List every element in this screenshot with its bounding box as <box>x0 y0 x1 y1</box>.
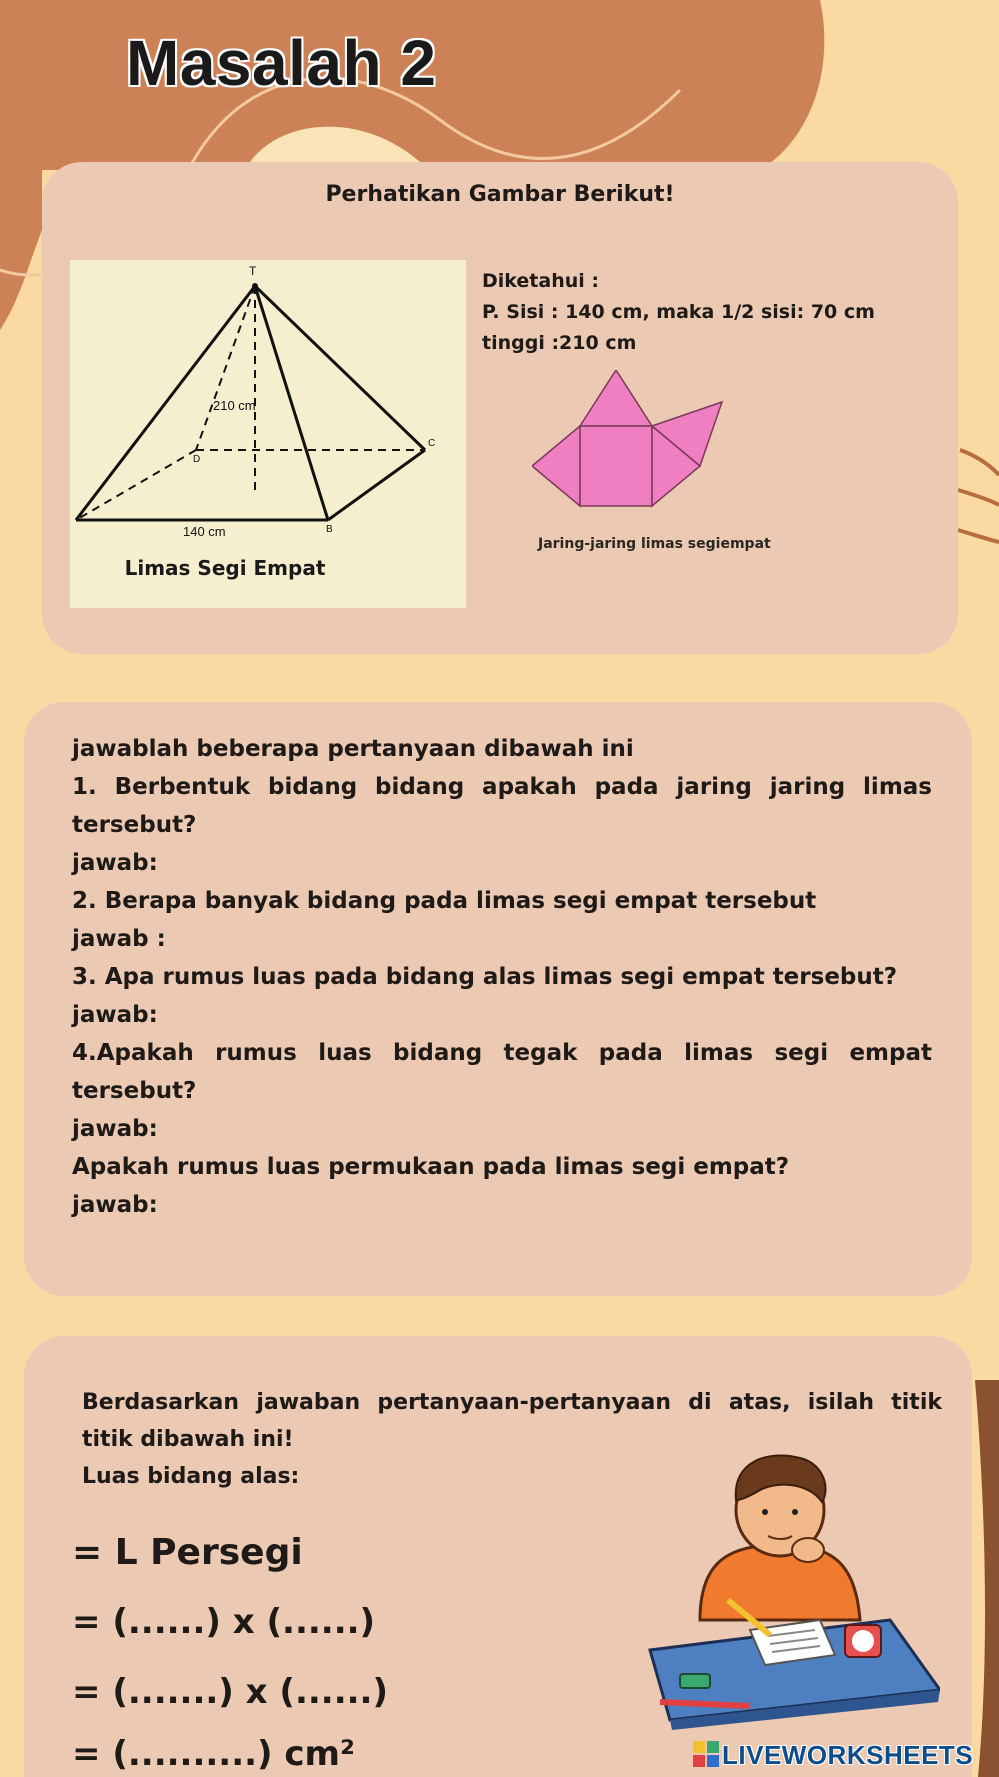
answer-1-label[interactable]: jawab: <box>72 850 158 876</box>
given-side: P. Sisi : 140 cm, maka 1/2 sisi: 70 cm <box>482 301 875 323</box>
figure-heading: Perhatikan Gambar Berikut! <box>325 182 675 207</box>
equation-3-blank[interactable]: = (.......) x (......) <box>72 1672 388 1712</box>
equation-1: = L Persegi <box>72 1532 303 1573</box>
question-4: 4.Apakah rumus luas bidang tegak pada limas segi empat tersebut? <box>72 1040 932 1104</box>
question-list <box>72 730 932 1224</box>
pyramid-caption: Limas Segi Empat <box>124 556 326 580</box>
net-triangle-left <box>532 426 580 506</box>
liveworksheets-watermark: LIVEWORKSHEETS <box>722 1740 974 1770</box>
pyramid-figure <box>70 260 466 608</box>
answer-2-label[interactable]: jawab : <box>72 926 166 952</box>
answer-4-label[interactable]: jawab: <box>72 1116 158 1142</box>
fill-intro: Berdasarkan jawaban pertanyaan-pertanyaan di atas, isilah titik titik dibawah ini! <box>82 1390 942 1452</box>
net-triangle-top <box>580 370 652 426</box>
net-caption: Jaring-jaring limas segiempat <box>538 536 771 552</box>
student-illustration <box>640 1450 940 1730</box>
vertex-d-label: D <box>193 454 201 465</box>
height-label: 210 cm <box>213 398 256 413</box>
given-height: tinggi :210 cm <box>482 332 637 354</box>
equation-2-blank[interactable]: = (......) x (......) <box>72 1602 376 1642</box>
net-square-base <box>580 426 652 506</box>
answer-5-label[interactable]: jawab: <box>72 1192 158 1218</box>
page-title: Masalah 2 <box>126 27 437 99</box>
questions-intro: jawablah beberapa pertanyaan dibawah ini <box>72 736 634 762</box>
given-info <box>482 266 875 359</box>
liveworksheets-logo-icon <box>693 1741 719 1767</box>
questions-card <box>24 702 972 1296</box>
figure-card <box>42 162 958 654</box>
question-1: 1. Berbentuk bidang bidang apakah pada jaring jaring limas tersebut? <box>72 774 932 838</box>
question-3: 3. Apa rumus luas pada bidang alas limas segi empat tersebut? <box>72 964 898 990</box>
equation-4-blank[interactable]: = (..........) cm² <box>72 1734 355 1774</box>
pyramid-net <box>532 370 762 530</box>
base-area-label: Luas bidang alas: <box>82 1464 300 1489</box>
given-heading: Diketahui : <box>482 270 599 292</box>
question-5: Apakah rumus luas permukaan pada limas segi empat? <box>72 1154 790 1180</box>
apex-label: T <box>249 264 257 278</box>
vertex-b-label: B <box>326 524 333 535</box>
question-2: 2. Berapa banyak bidang pada limas segi empat tersebut <box>72 888 817 914</box>
vertex-c-label: C <box>428 438 436 449</box>
base-label: 140 cm <box>183 524 226 539</box>
answer-3-label[interactable]: jawab: <box>72 1002 158 1028</box>
